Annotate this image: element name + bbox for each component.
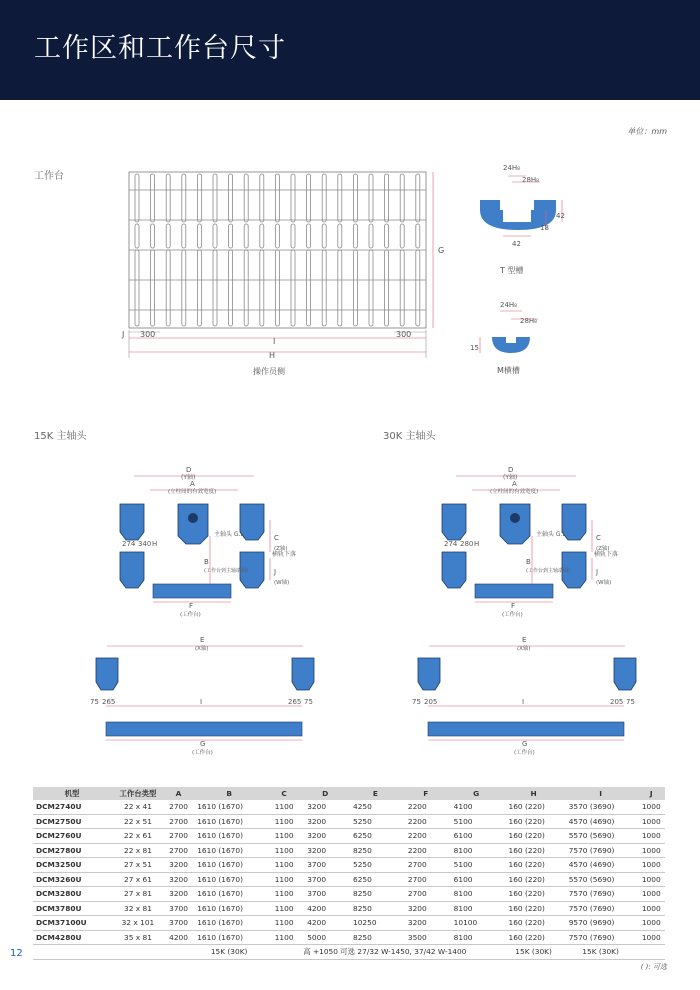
table-cell: 1610 (1670) <box>192 814 266 829</box>
column-header: 机型 <box>33 787 111 800</box>
g-label: G <box>522 740 528 748</box>
table-slot <box>369 174 373 222</box>
t-slot-d2: 28H₈ <box>522 176 539 184</box>
table-cell: 1100 <box>266 800 302 814</box>
table-slot <box>166 174 170 222</box>
c-axis: (Z轴) <box>596 546 610 552</box>
footer-h-note: 15K (30K) <box>504 945 564 960</box>
m-slot-d1: 24H₈ <box>500 301 517 309</box>
table-cell: 3700 <box>302 887 348 902</box>
table-cell: 1000 <box>638 872 665 887</box>
table-row <box>33 901 665 916</box>
table-cell: 160 (220) <box>504 800 564 814</box>
table-cell: 2700 <box>165 829 192 844</box>
table-cell: 2700 <box>403 858 449 873</box>
table-slot <box>338 224 342 248</box>
dim-g: G <box>438 246 445 255</box>
table-cell: DCM2780U <box>33 843 111 858</box>
table-cell: 3500 <box>403 930 449 945</box>
table-slot <box>151 174 155 222</box>
dim-265-left: 265 <box>102 698 116 706</box>
table-slot <box>400 250 404 326</box>
table-cell: 4250 <box>348 800 403 814</box>
table-cell: 27 x 61 <box>111 872 165 887</box>
table-cell: 1100 <box>266 930 302 945</box>
table-cell: 32 x 101 <box>111 916 165 931</box>
worktable-drawing <box>110 160 450 380</box>
table-cell: 1610 (1670) <box>192 916 266 931</box>
c-label: C <box>596 534 601 542</box>
dim-75-left: 75 <box>90 698 99 706</box>
page-header <box>0 0 700 100</box>
h-label: H <box>474 540 480 548</box>
table-cell: 5100 <box>449 814 504 829</box>
table-slot <box>307 224 311 248</box>
f-label: F <box>511 602 516 610</box>
column-header: H <box>504 787 564 800</box>
table-cell: 3570 (3690) <box>564 800 638 814</box>
e-axis: (X轴) <box>517 646 531 652</box>
table-cell: 160 (220) <box>504 872 564 887</box>
column-header: B <box>192 787 266 800</box>
table-cell: 6250 <box>348 872 403 887</box>
table-cell: 1000 <box>638 916 665 931</box>
table-cell: 1000 <box>638 800 665 814</box>
table-slot <box>151 224 155 248</box>
table-slot <box>353 250 357 326</box>
table-slot <box>416 224 420 248</box>
table-cell: 4570 (4690) <box>564 814 638 829</box>
table-cell: 27 x 51 <box>111 858 165 873</box>
table-cell: 3700 <box>302 858 348 873</box>
table-slot <box>338 174 342 222</box>
column-header: C <box>266 787 302 800</box>
dim-j: J <box>122 330 125 339</box>
table-cell: 160 (220) <box>504 843 564 858</box>
table-slot <box>369 250 373 326</box>
table-slot <box>213 224 217 248</box>
table-cell: 5570 (5690) <box>564 872 638 887</box>
table-slot <box>416 174 420 222</box>
table-cell: DCM2750U <box>33 814 111 829</box>
unit-note: 单位：mm <box>627 127 667 136</box>
dim-274: 274 <box>444 540 458 548</box>
table-slot <box>322 250 326 326</box>
table-slot <box>307 174 311 222</box>
table-cell: 1000 <box>638 843 665 858</box>
table-cell: 3200 <box>302 829 348 844</box>
head-30k-top <box>412 630 642 760</box>
table-cell: 160 (220) <box>504 916 564 931</box>
table-cell: 22 x 81 <box>111 843 165 858</box>
table-cell: 2200 <box>403 814 449 829</box>
table-cell: 2200 <box>403 843 449 858</box>
t-slot-d1: 24H₈ <box>503 164 520 172</box>
g-label: G <box>200 740 206 748</box>
table-cell: 160 (220) <box>504 887 564 902</box>
d-label: D <box>508 466 514 474</box>
operator-side-label: 操作员侧 <box>253 367 285 376</box>
table-slot <box>385 224 389 248</box>
head-15k-front <box>110 460 320 620</box>
table-cell: 8250 <box>348 901 403 916</box>
dim-i: I <box>273 337 276 346</box>
table-cell: 8250 <box>348 930 403 945</box>
j-label: J <box>274 568 277 576</box>
table-slot <box>244 174 248 222</box>
table-row <box>33 843 665 858</box>
table-slot <box>400 174 404 222</box>
table-slot <box>275 250 279 326</box>
table-cell: 1100 <box>266 843 302 858</box>
t-slot-label: T 型槽 <box>500 266 524 275</box>
table-cell: 10250 <box>348 916 403 931</box>
table-slot <box>385 174 389 222</box>
m-slot-d3: 15 <box>470 344 479 352</box>
table-cell: 3200 <box>165 858 192 873</box>
page-title: 工作区和工作台尺寸 <box>34 33 286 64</box>
dim-75-right: 75 <box>626 698 635 706</box>
dim-300-left: 300 <box>140 330 156 339</box>
table-cell: 1100 <box>266 814 302 829</box>
table-cell: 2700 <box>403 872 449 887</box>
head-30k-label: 30K 主轴头 <box>383 431 436 442</box>
b-label: B <box>526 558 531 566</box>
table-cell: 10100 <box>449 916 504 931</box>
table-cell: 160 (220) <box>504 814 564 829</box>
table-row <box>33 814 665 829</box>
table-slot <box>275 174 279 222</box>
table-row <box>33 887 665 902</box>
table-cell: 1610 (1670) <box>192 901 266 916</box>
table-cell: 1610 (1670) <box>192 887 266 902</box>
table-cell: 160 (220) <box>504 829 564 844</box>
dim-75-left: 75 <box>412 698 421 706</box>
m-slot-label: M横槽 <box>497 366 520 375</box>
table-cell: 5250 <box>348 814 403 829</box>
column-header: I <box>564 787 638 800</box>
table-cell: 3200 <box>403 901 449 916</box>
t-slot-d4: 18 <box>540 224 549 232</box>
table-cell: 22 x 61 <box>111 829 165 844</box>
table-cell: 1100 <box>266 829 302 844</box>
table-cell: 1000 <box>638 887 665 902</box>
column-header: A <box>165 787 192 800</box>
dim-i: I <box>522 698 525 706</box>
table-cell: 8250 <box>348 843 403 858</box>
a-label: A <box>190 480 195 488</box>
dim-75-right: 75 <box>304 698 313 706</box>
table-cell: DCM3780U <box>33 901 111 916</box>
table-cell: 8250 <box>348 887 403 902</box>
table-slot <box>260 250 264 326</box>
table-cell: 160 (220) <box>504 901 564 916</box>
table-slot <box>135 224 139 248</box>
table-row <box>33 800 665 814</box>
table-slot <box>229 174 233 222</box>
table-slot <box>166 224 170 248</box>
table-slot <box>260 174 264 222</box>
table-cell: 3200 <box>403 916 449 931</box>
table-cell: DCM4280U <box>33 930 111 945</box>
optional-note: ( ): 可选 <box>640 963 667 971</box>
table-cell: 1000 <box>638 930 665 945</box>
head-30k-front <box>432 460 642 620</box>
dim-300-right: 300 <box>396 330 412 339</box>
table-slot <box>182 224 186 248</box>
table-slot <box>322 174 326 222</box>
spec-table <box>33 787 665 960</box>
table-cell: 3700 <box>165 916 192 931</box>
table-slot <box>338 250 342 326</box>
table-slot <box>353 174 357 222</box>
e-label: E <box>200 636 205 644</box>
table-cell: 8100 <box>449 843 504 858</box>
table-cell: 4200 <box>302 901 348 916</box>
table-cell: 3700 <box>302 872 348 887</box>
table-cell: 3200 <box>165 872 192 887</box>
j-label: J <box>596 568 599 576</box>
table-slot <box>291 224 295 248</box>
table-slot <box>229 250 233 326</box>
footer-i-note: 15K (30K) <box>564 945 638 960</box>
g-note: (工作台) <box>192 750 213 756</box>
worktable-label: 工作台 <box>34 171 64 182</box>
table-cell: 2200 <box>403 800 449 814</box>
table-cell: 6250 <box>348 829 403 844</box>
table-cell: 1610 (1670) <box>192 872 266 887</box>
table-cell: 22 x 41 <box>111 800 165 814</box>
a-note: (立柱间的有效宽度) <box>490 489 539 495</box>
table-cell: 160 (220) <box>504 858 564 873</box>
table-slot <box>166 250 170 326</box>
table-slot <box>213 250 217 326</box>
j-axis: (W轴) <box>274 580 290 586</box>
m-slot-d2: 28H₈ <box>520 317 537 325</box>
table-cell: 3700 <box>165 901 192 916</box>
table-cell: 32 x 81 <box>111 901 165 916</box>
table-row <box>33 858 665 873</box>
page-number: 12 <box>10 948 23 959</box>
table-cell: 5250 <box>348 858 403 873</box>
table-cell: 2700 <box>403 887 449 902</box>
table-slot <box>244 224 248 248</box>
table-slot <box>151 250 155 326</box>
table-cell: 3200 <box>302 800 348 814</box>
table-slot <box>322 224 326 248</box>
table-cell: 5570 (5690) <box>564 829 638 844</box>
b-label: B <box>204 558 209 566</box>
f-note: (工作台) <box>502 612 523 618</box>
column-header: D <box>302 787 348 800</box>
dim-i: I <box>200 698 203 706</box>
table-cell: DCM37100U <box>33 916 111 931</box>
g-note: (工作台) <box>514 750 535 756</box>
table-cell: 1100 <box>266 916 302 931</box>
table-cell: 4100 <box>449 800 504 814</box>
table-cell: 6100 <box>449 829 504 844</box>
table-cell: 1100 <box>266 872 302 887</box>
table-cell: 4570 (4690) <box>564 858 638 873</box>
table-cell: 4200 <box>165 930 192 945</box>
table-slot <box>244 250 248 326</box>
spindle-gl: 主轴头 G.L <box>214 531 244 538</box>
table-slot <box>229 224 233 248</box>
table-cell: 1610 (1670) <box>192 858 266 873</box>
table-slot <box>135 174 139 222</box>
table-cell: 3200 <box>165 887 192 902</box>
table-cell: 160 (220) <box>504 930 564 945</box>
table-cell: 1610 (1670) <box>192 930 266 945</box>
table-cell: 22 x 51 <box>111 814 165 829</box>
table-cell: 1000 <box>638 901 665 916</box>
b-note: (工作台到主轴端面) <box>526 568 570 574</box>
table-slot <box>135 250 139 326</box>
table-cell: 1610 (1670) <box>192 829 266 844</box>
e-label: E <box>522 636 527 644</box>
t-slot-d5: 42 <box>556 212 565 220</box>
rail-drop: 横轨下落 <box>272 551 297 558</box>
table-cell: 8100 <box>449 901 504 916</box>
table-slot <box>197 174 201 222</box>
table-cell: 27 x 81 <box>111 887 165 902</box>
table-cell: 35 x 81 <box>111 930 165 945</box>
footer-b-note: 15K (30K) <box>192 945 266 960</box>
table-row <box>33 916 665 931</box>
table-slot <box>213 174 217 222</box>
t-slot-d3: 42 <box>512 240 521 248</box>
dim-274: 274 <box>122 540 136 548</box>
spec-table-header <box>33 787 665 800</box>
table-slot <box>275 224 279 248</box>
table-cell: 5100 <box>449 858 504 873</box>
d-label: D <box>186 466 192 474</box>
head-15k-label: 15K 主轴头 <box>34 431 87 442</box>
worktable-grid <box>129 172 426 328</box>
dim-205-left: 205 <box>424 698 438 706</box>
table-cell: 8100 <box>449 930 504 945</box>
c-label: C <box>274 534 279 542</box>
table-cell: 1610 (1670) <box>192 843 266 858</box>
table-cell: 8100 <box>449 887 504 902</box>
table-slot <box>369 224 373 248</box>
table-cell: 1100 <box>266 887 302 902</box>
table-cell: DCM2760U <box>33 829 111 844</box>
table-cell: 1000 <box>638 829 665 844</box>
f-note: (工作台) <box>180 612 201 618</box>
table-cell: 3200 <box>302 843 348 858</box>
t-slot-drawing <box>470 160 580 280</box>
a-label: A <box>512 480 517 488</box>
rail-drop: 横轨下落 <box>594 551 619 558</box>
spindle-gl: 主轴头 G.L <box>536 531 566 538</box>
table-slot <box>197 224 201 248</box>
table-cell: DCM3250U <box>33 858 111 873</box>
table-cell: 9570 (9690) <box>564 916 638 931</box>
table-cell: 1000 <box>638 814 665 829</box>
c-axis: (Z轴) <box>274 546 288 552</box>
table-cell: 1100 <box>266 901 302 916</box>
e-axis: (X轴) <box>195 646 209 652</box>
table-cell: 1100 <box>266 858 302 873</box>
table-cell: 7570 (7690) <box>564 843 638 858</box>
table-cell: 2700 <box>165 814 192 829</box>
a-note: (立柱间的有效宽度) <box>168 489 217 495</box>
dim-205-right: 205 <box>610 698 624 706</box>
table-slot <box>353 224 357 248</box>
table-cell: 7570 (7690) <box>564 887 638 902</box>
table-cell: 3200 <box>302 814 348 829</box>
head-15k-top <box>90 630 320 760</box>
dim-h: H <box>269 351 276 360</box>
d-axis: (Y轴) <box>503 474 518 481</box>
b-note: (工作台到主轴端面) <box>204 568 248 574</box>
table-row <box>33 829 665 844</box>
dim-340: 340 <box>138 540 152 548</box>
spec-table-footer <box>33 945 665 960</box>
table-cell: 5000 <box>302 930 348 945</box>
table-slot <box>197 250 201 326</box>
dim-265-right: 265 <box>288 698 302 706</box>
table-slot <box>291 250 295 326</box>
column-header: E <box>348 787 403 800</box>
j-axis: (W轴) <box>596 580 612 586</box>
table-cell: 6100 <box>449 872 504 887</box>
column-header: J <box>638 787 665 800</box>
column-header: F <box>403 787 449 800</box>
table-cell: 1610 (1670) <box>192 800 266 814</box>
table-slot <box>291 174 295 222</box>
table-slot <box>260 224 264 248</box>
table-cell: DCM2740U <box>33 800 111 814</box>
table-cell: 2700 <box>165 800 192 814</box>
f-label: F <box>189 602 194 610</box>
table-slot <box>182 174 186 222</box>
table-cell: 4200 <box>302 916 348 931</box>
table-cell: 1000 <box>638 858 665 873</box>
m-slot-drawing <box>470 295 580 380</box>
table-cell: 7570 (7690) <box>564 930 638 945</box>
table-cell: 2700 <box>165 843 192 858</box>
footer-middle-note: 高 +1050 可选 27/32 W-1450, 37/42 W-1400 <box>266 945 503 960</box>
table-slot <box>182 250 186 326</box>
table-cell: 2200 <box>403 829 449 844</box>
h-label: H <box>152 540 158 548</box>
table-cell: DCM3280U <box>33 887 111 902</box>
table-cell: 7570 (7690) <box>564 901 638 916</box>
table-row <box>33 930 665 945</box>
table-slot <box>400 224 404 248</box>
column-header: G <box>449 787 504 800</box>
table-slot <box>416 250 420 326</box>
column-header: 工作台类型 <box>111 787 165 800</box>
dim-280: 280 <box>460 540 474 548</box>
table-row <box>33 872 665 887</box>
table-cell: DCM3260U <box>33 872 111 887</box>
d-axis: (Y轴) <box>181 474 196 481</box>
table-slot <box>385 250 389 326</box>
table-slot <box>307 250 311 326</box>
